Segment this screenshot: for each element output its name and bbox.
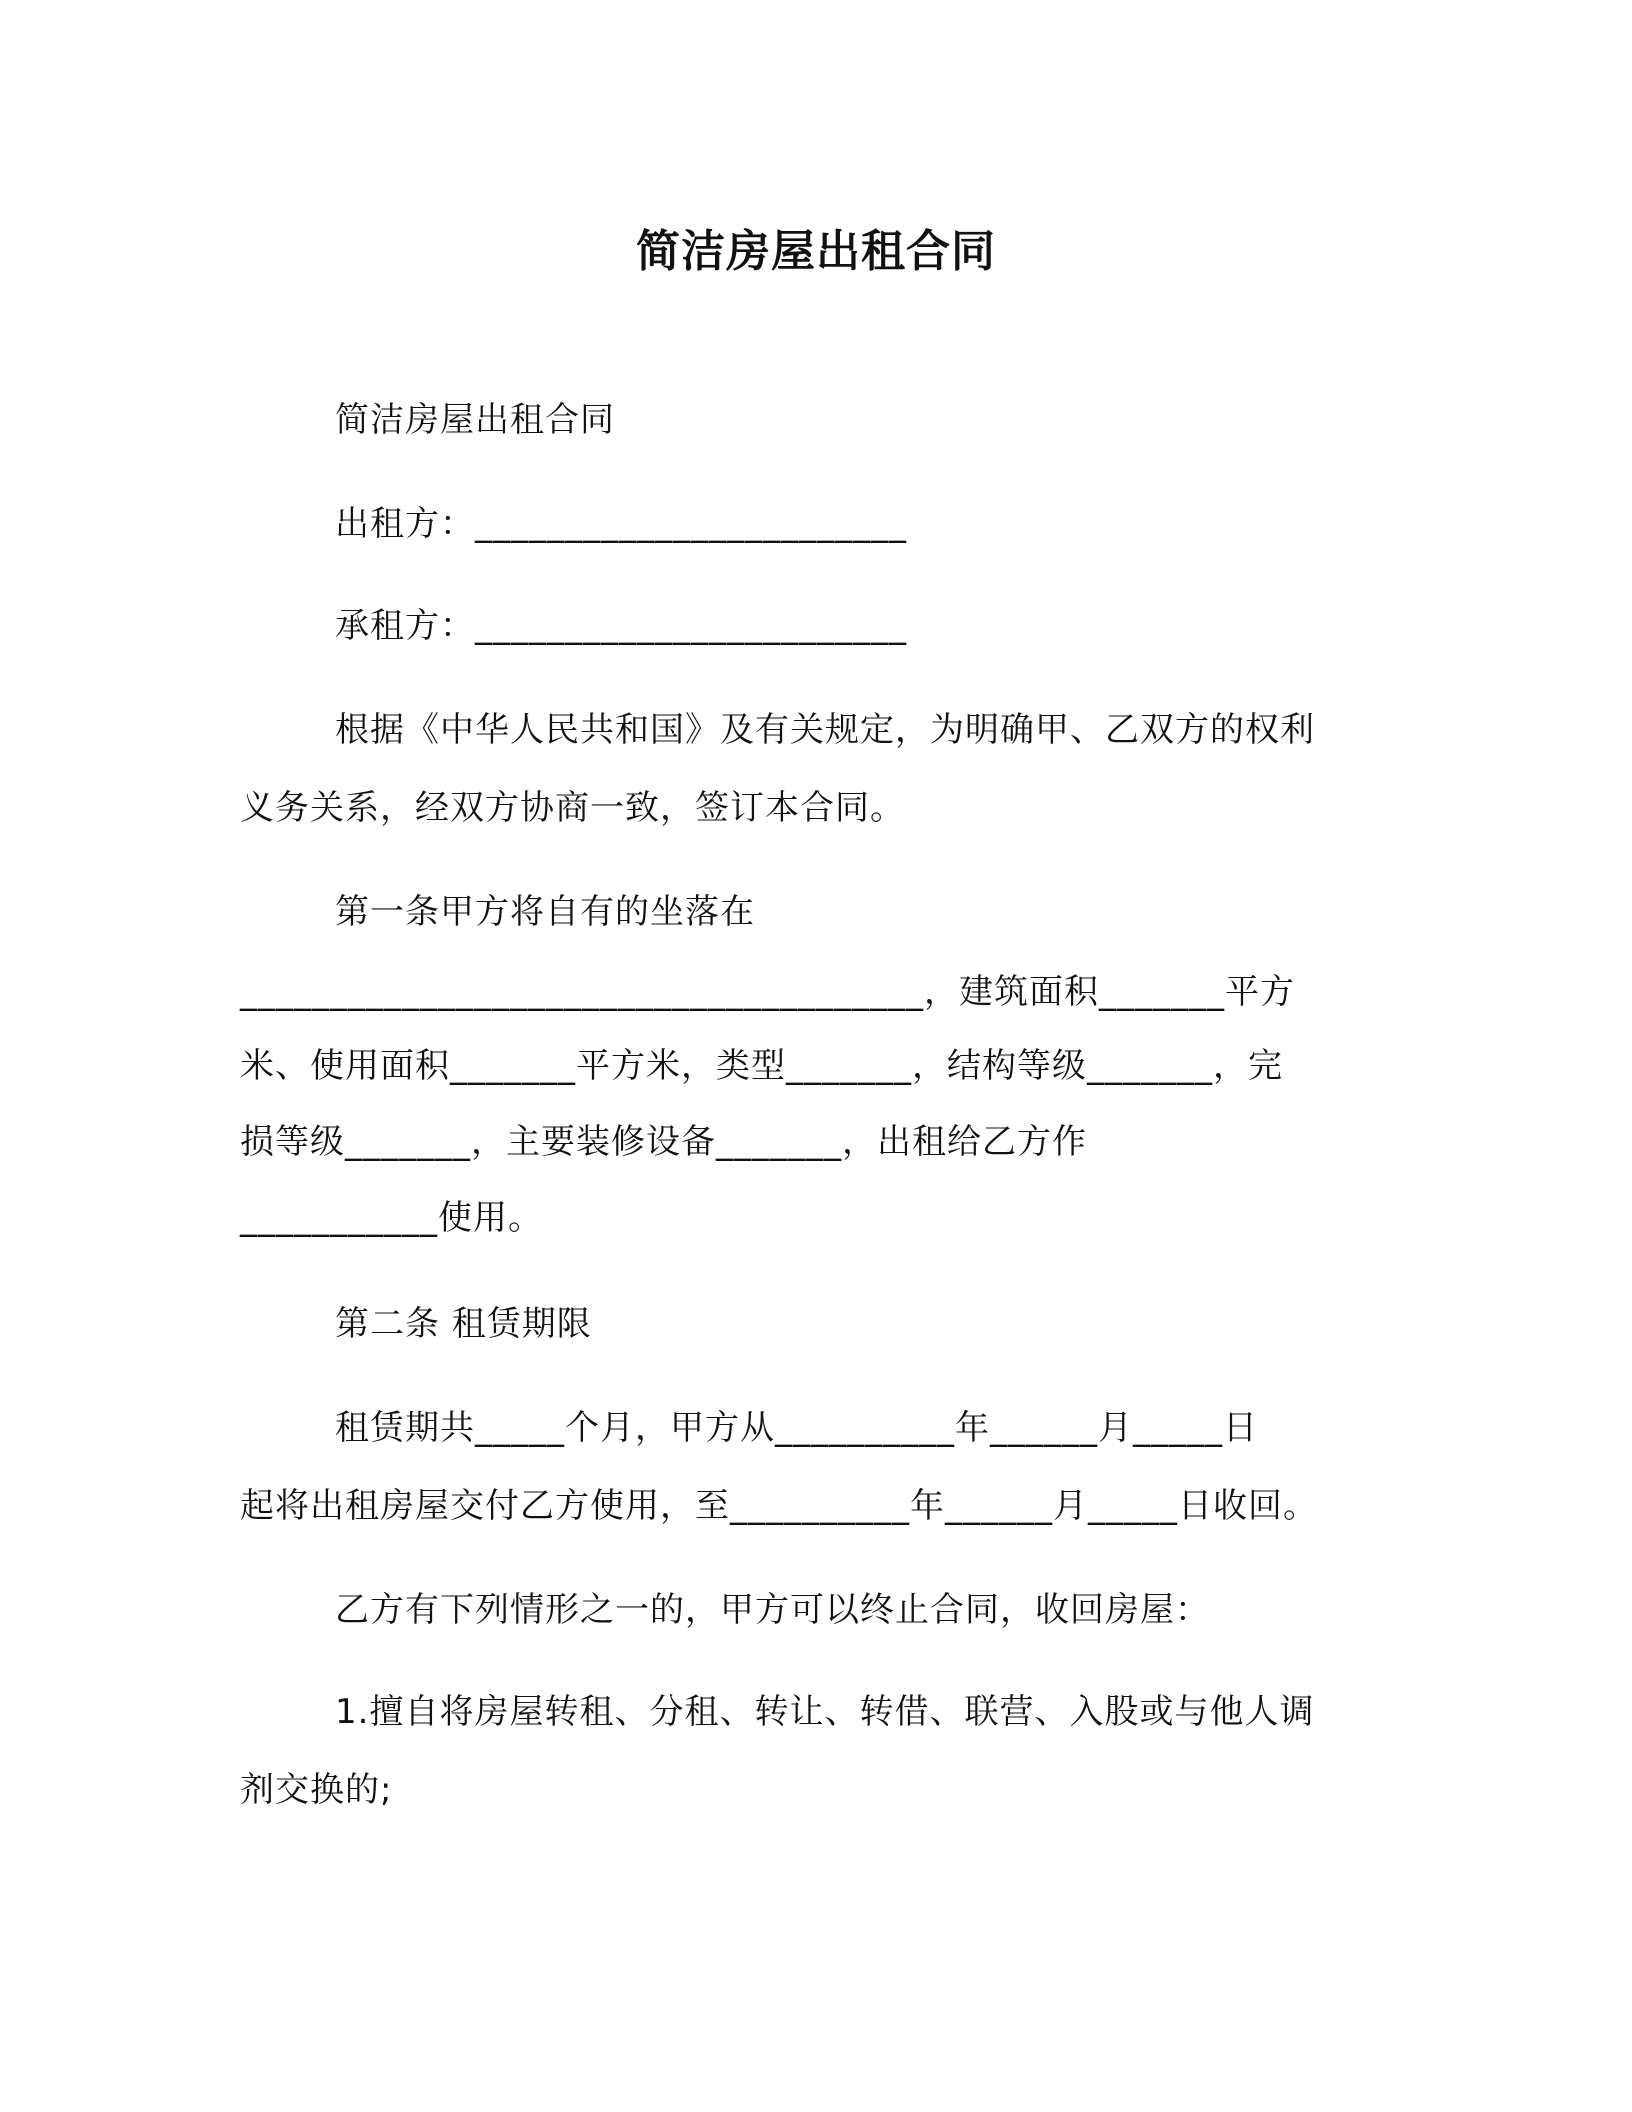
termination-intro: 乙方有下列情形之一的，甲方可以终止合同，收回房屋： — [335, 1590, 1210, 1630]
lessor-line: 出租方：________________________ — [335, 504, 907, 544]
termination-item-1-line-2: 剂交换的; — [240, 1770, 393, 1810]
article-1-heading: 第一条甲方将自有的坐落在 — [335, 892, 755, 932]
document-title: 简洁房屋出租合同 — [636, 226, 996, 277]
article-1-line-3: 损等级_______，主要装修设备_______，出租给乙方作 — [240, 1122, 1087, 1162]
article-2-heading: 第二条 租赁期限 — [335, 1304, 592, 1344]
subtitle-line: 简洁房屋出租合同 — [335, 400, 615, 440]
termination-item-1-line-1: 1.擅自将房屋转租、分租、转让、转借、联营、入股或与他人调 — [335, 1692, 1315, 1732]
lessee-line: 承租方：________________________ — [335, 606, 907, 646]
preamble-line-1: 根据《中华人民共和国》及有关规定，为明确甲、乙双方的权利 — [335, 710, 1315, 750]
article-1-line-4: ___________使用。 — [240, 1198, 543, 1238]
lease-term-line-2: 起将出租房屋交付乙方使用，至__________年______月_____日收回。 — [240, 1486, 1318, 1526]
preamble-line-2: 义务关系，经双方协商一致，签订本合同。 — [240, 788, 905, 828]
article-1-line-2: 米、使用面积_______平方米，类型_______，结构等级_______，完 — [240, 1046, 1283, 1086]
lease-term-line-1: 租赁期共_____个月，甲方从__________年______月_____日 — [335, 1408, 1258, 1448]
article-1-line-1: ______________________________________，建筑面积_______平方 — [240, 972, 1295, 1012]
